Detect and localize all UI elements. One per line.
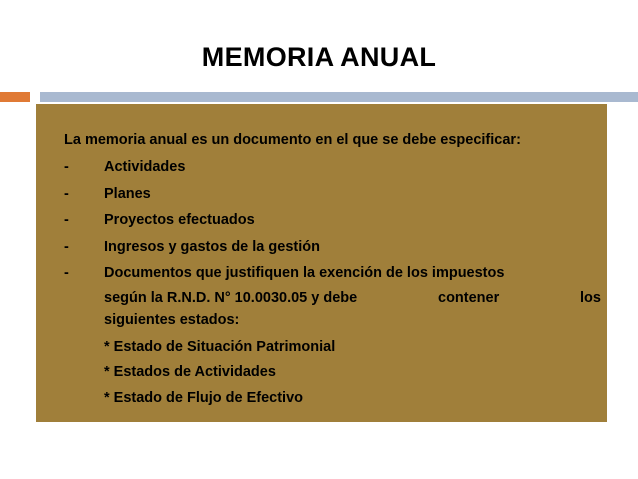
list-item: [64, 207, 607, 234]
continuation-text: siguientes estados:: [104, 311, 240, 328]
list-item-text: Documentos que justifiquen la exención de los impuestos: [104, 265, 505, 281]
slide-title: MEMORIA ANUAL: [201, 42, 437, 72]
list-item: [64, 260, 607, 287]
list-item-continuation: [64, 287, 607, 309]
continuation-part: según la R.N.D. N° 10.0030.05 y debe: [104, 289, 358, 306]
sub-list-item-text: * Estado de Flujo de Efectivo: [104, 389, 304, 406]
sub-list-item: [64, 360, 607, 386]
list-dash: -: [64, 238, 69, 255]
continuation-part: contener: [438, 289, 500, 306]
list-item-text: Planes: [104, 185, 151, 202]
continuation-part: los: [580, 289, 601, 306]
content-panel: [36, 104, 607, 422]
justified-row: [104, 287, 601, 309]
list-dash: -: [64, 212, 69, 228]
accent-bar-blue: [40, 92, 638, 102]
list-dash: -: [64, 185, 69, 202]
list-item-continuation: [64, 309, 607, 331]
accent-bar-orange: [0, 92, 30, 102]
intro-text: La memoria anual es un documento en el que se debe especificar:: [64, 132, 521, 148]
list-item: [64, 234, 607, 261]
list-item-text: Actividades: [104, 159, 186, 175]
list-item: [64, 154, 607, 181]
sub-list-item: [64, 386, 607, 412]
list-dash: -: [64, 159, 69, 175]
sub-list-item-text: * Estado de Situación Patrimonial: [104, 338, 336, 355]
sub-list-item: [64, 335, 607, 361]
list-item-text: Ingresos y gastos de la gestión: [104, 238, 320, 255]
list-item: [64, 181, 607, 208]
list-item-text: Proyectos efectuados: [104, 212, 255, 228]
list-dash: -: [64, 265, 69, 281]
sub-list-item-text: * Estados de Actividades: [104, 364, 276, 380]
